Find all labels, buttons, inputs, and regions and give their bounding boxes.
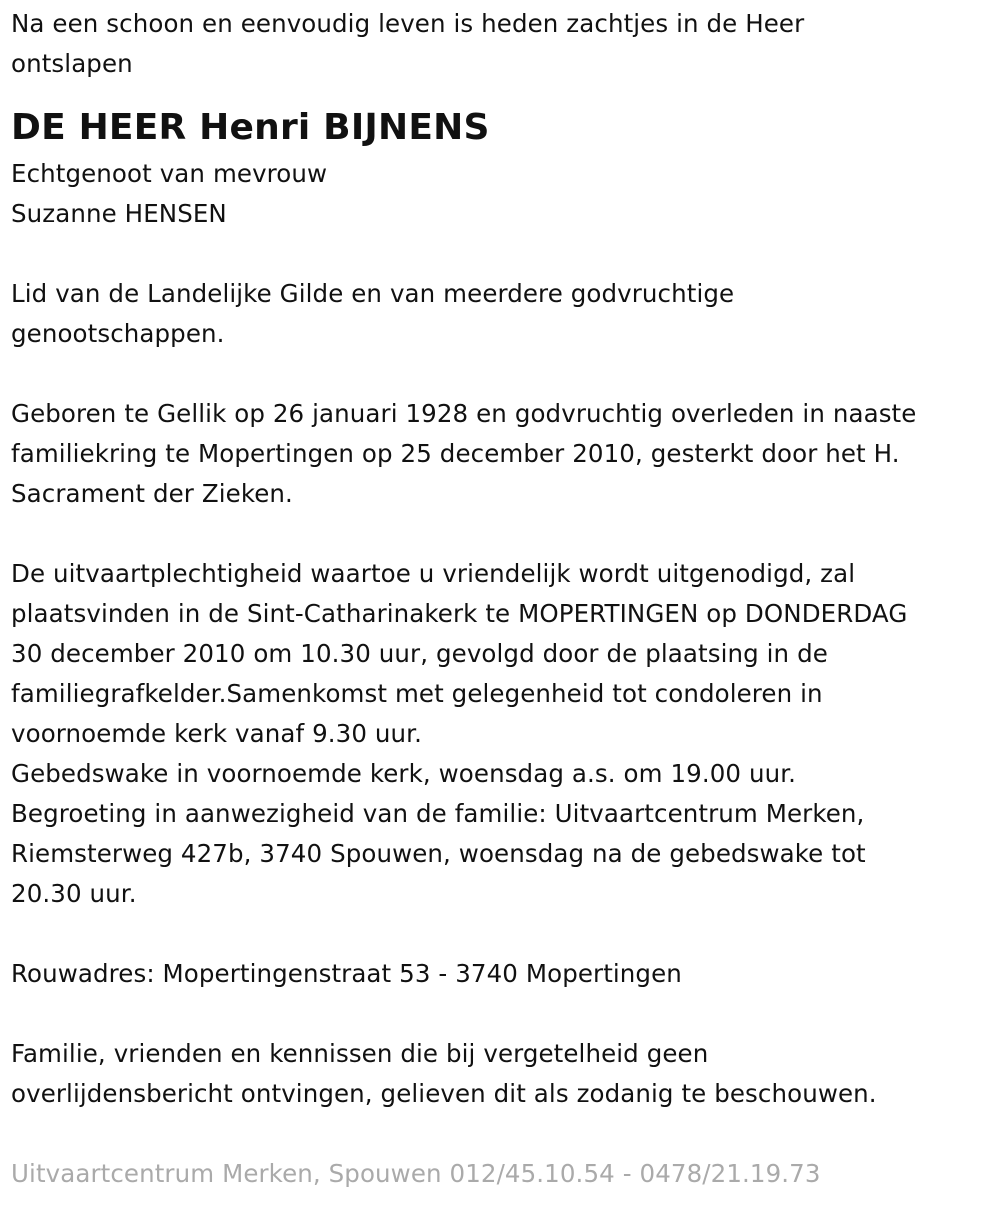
birth-death-paragraph (11, 394, 990, 514)
spacer (11, 234, 990, 274)
greeting-line: Begroeting in aanwezigheid van de familie: Uitvaartcentrum Merken, (11, 799, 865, 828)
spacer (11, 514, 990, 554)
intro-line: ontslapen (11, 49, 133, 78)
funeral-line: familiegrafkelder.Samenkomst met gelegenheid tot condoleren in (11, 679, 823, 708)
greeting-line: Riemsterweg 427b, 3740 Spouwen, woensdag na de gebedswake tot (11, 839, 866, 868)
funeral-line: De uitvaartplechtigheid waartoe u vriendelijk wordt uitgenodigd, zal (11, 559, 856, 588)
funeral-line: plaatsvinden in de Sint-Catharinakerk te MOPERTINGEN op DONDERDAG (11, 599, 908, 628)
greeting-line: 20.30 uur. (11, 879, 137, 908)
spouse-line: Echtgenoot van mevrouw (11, 159, 328, 188)
membership-paragraph (11, 274, 990, 354)
membership-line: genootschappen. (11, 319, 225, 348)
birth-death-line: Sacrament der Zieken. (11, 479, 293, 508)
funeral-home-footer: Uitvaartcentrum Merken, Spouwen 012/45.10.54 - 0478/21.19.73 (11, 1159, 821, 1188)
membership-line: Lid van de Landelijke Gilde en van meerdere godvruchtige (11, 279, 735, 308)
funeral-line: 30 december 2010 om 10.30 uur, gevolgd door de plaatsing in de (11, 639, 828, 668)
mourning-address: Rouwadres: Mopertingenstraat 53 - 3740 Mopertingen (11, 959, 682, 988)
spouse-paragraph (11, 154, 990, 234)
deceased-name: DE HEER Henri BIJNENS (11, 107, 490, 148)
spacer (11, 914, 990, 954)
spacer (11, 354, 990, 394)
spacer (11, 84, 990, 106)
closing-paragraph (11, 1034, 990, 1114)
vigil-line: Gebedswake in voornoemde kerk, woensdag a.s. om 19.00 uur. (11, 759, 797, 788)
intro-paragraph (11, 4, 990, 84)
funeral-paragraph (11, 554, 990, 914)
closing-line: overlijdensbericht ontvingen, gelieven dit als zodanig te beschouwen. (11, 1079, 877, 1108)
spacer (11, 994, 990, 1034)
funeral-line: voornoemde kerk vanaf 9.30 uur. (11, 719, 422, 748)
birth-death-line: Geboren te Gellik op 26 januari 1928 en godvruchtig overleden in naaste (11, 399, 917, 428)
spouse-name: Suzanne HENSEN (11, 199, 227, 228)
closing-line: Familie, vrienden en kennissen die bij vergetelheid geen (11, 1039, 709, 1068)
spacer (11, 1114, 990, 1154)
birth-death-line: familiekring te Mopertingen op 25 december 2010, gesterkt door het H. (11, 439, 900, 468)
intro-line: Na een schoon en eenvoudig leven is heden zachtjes in de Heer (11, 9, 805, 38)
